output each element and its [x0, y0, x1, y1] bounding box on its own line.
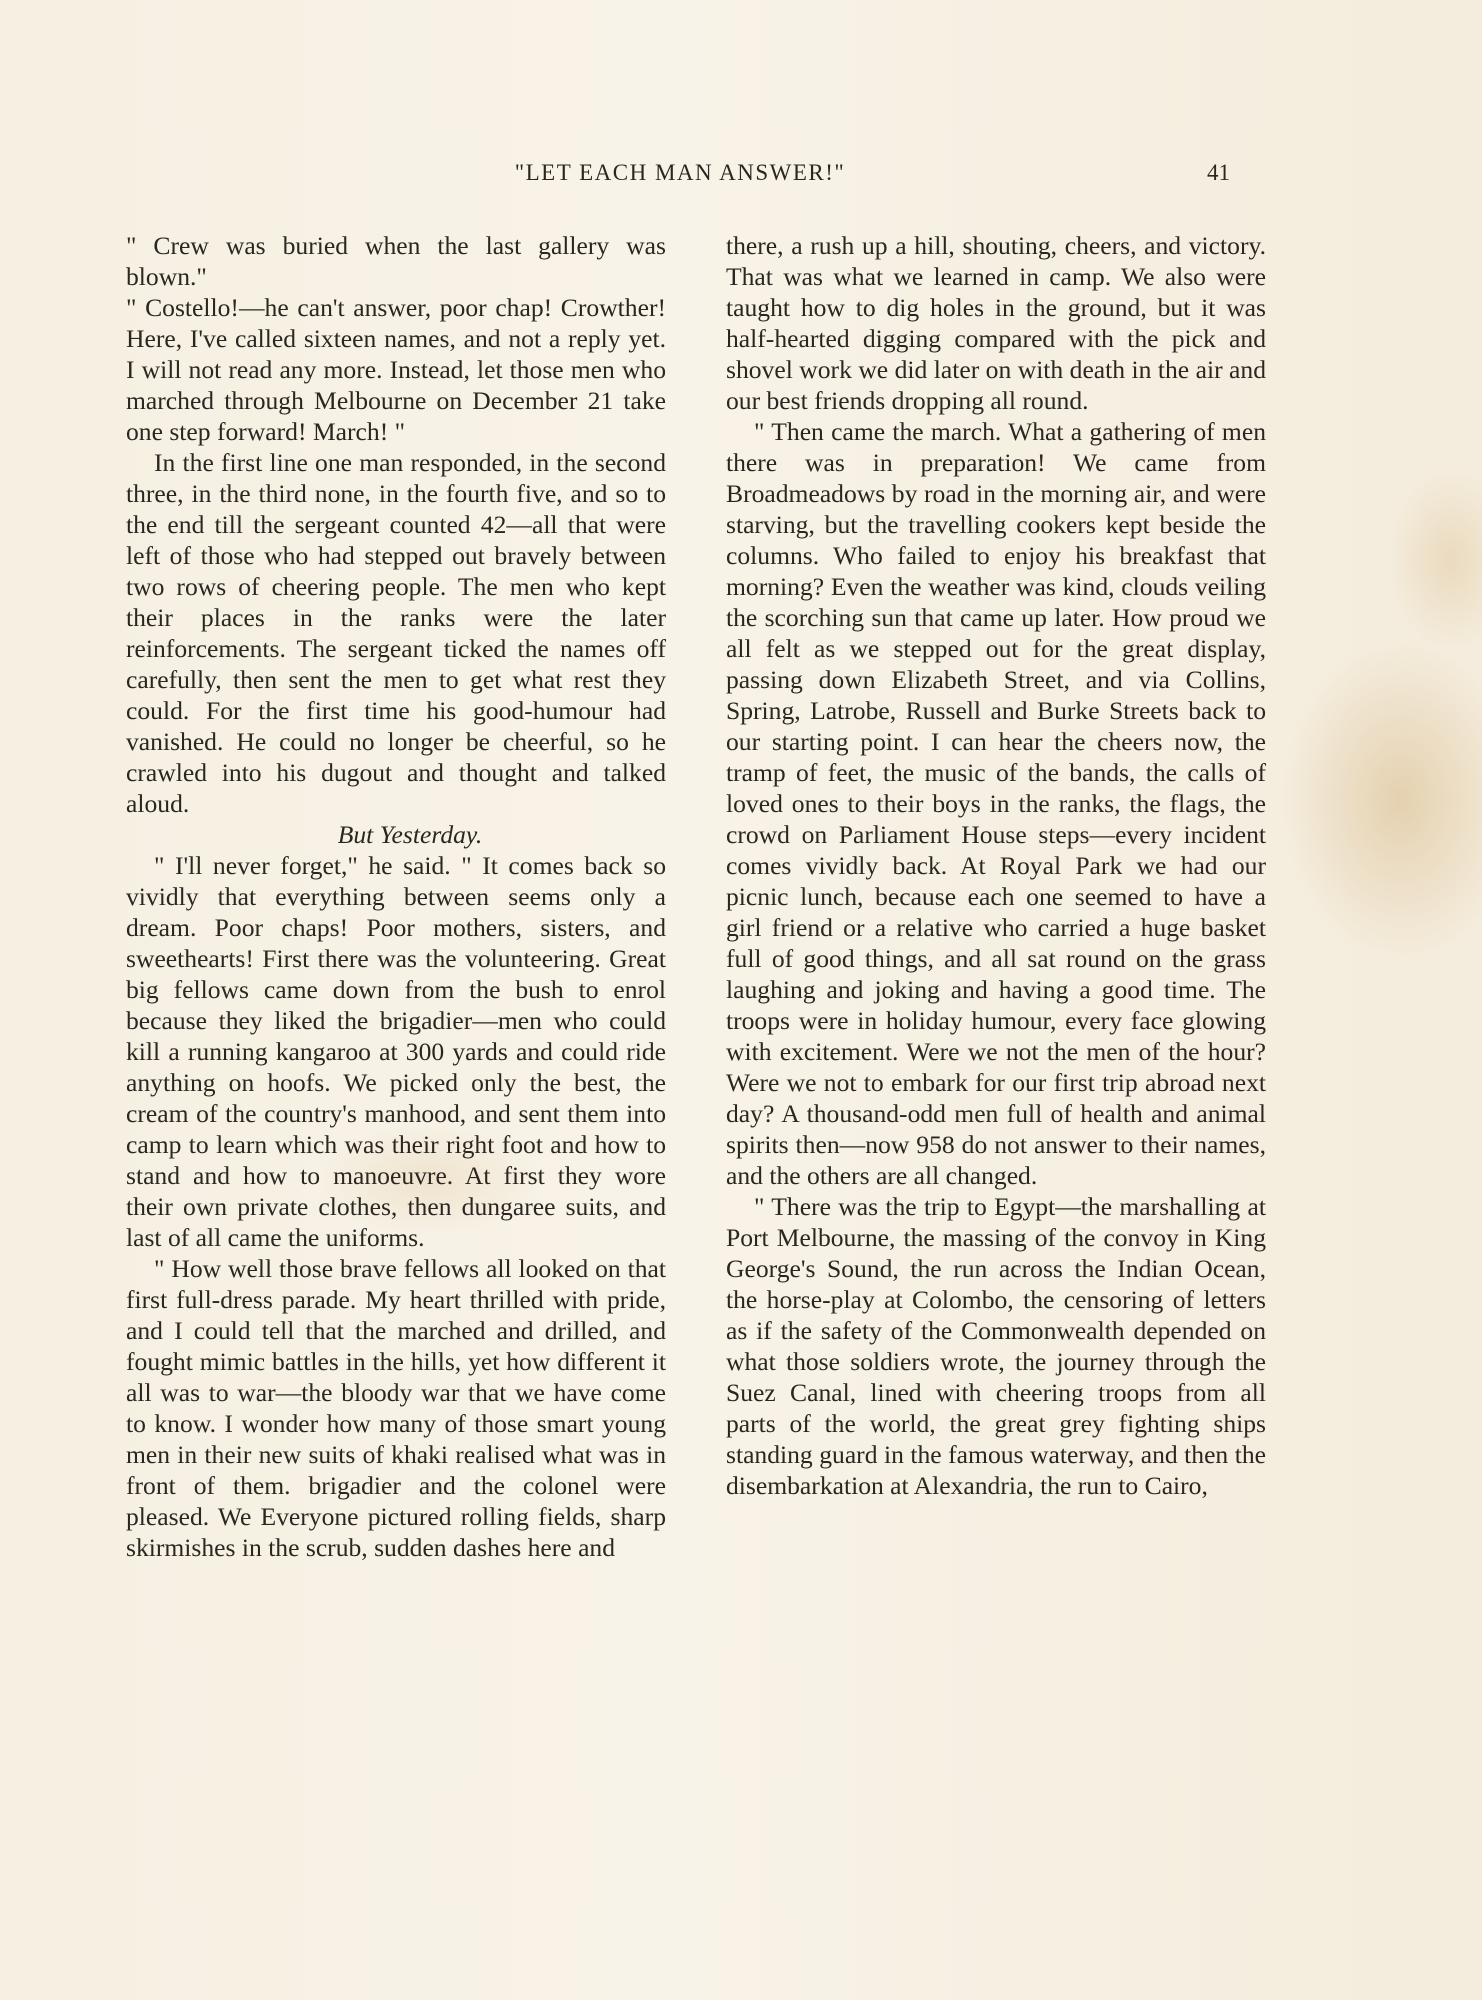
paragraph: " Crew was buried when the last gallery was blown." [126, 231, 666, 291]
paragraph: there, a rush up a hill, shouting, cheers, and victory. That was what we learned in camp. We also were taught how to dig holes in the ground, but it was half-hearted digging compared with the pick and shovel work we did later on with death in the air and our best friends dropping all round. [726, 231, 1266, 415]
left-column [126, 230, 666, 1563]
paragraph: " There was the trip to Egypt—the marshalling at Port Melbourne, the massing of the convoy in King George's Sound, the run across the Indian Ocean, the horse-play at Colombo, the censoring of letters as if the safety of the Commonwealth depended on what those soldiers wrote, the journey through the Suez Canal, lined with cheering troops from all parts of the world, the great grey fighting ships standing guard in the famous waterway, and then the disembarkation at Alexandria, the run to Cairo, [726, 1192, 1266, 1500]
paragraph: " How well those brave fellows all looked on that first full-dress parade. My heart thrilled with pride, and I could tell that the marched and drilled, and fought mimic battles in the hills, yet how different it all was to war—the bloody war that we have come to know. I wonder how many of those smart young men in their new suits of khaki realised what was in front of them. brigadier and the colonel were pleased. We Everyone pictured rolling fields, sharp skirmishes in the scrub, sudden dashes here and [126, 1254, 666, 1562]
section-subheading: But Yesterday. [337, 820, 483, 849]
paragraph: In the first line one man responded, in the second three, in the third none, in the fourth five, and so to the end till the sergeant counted 42—all that were left of those who had stepped out bravely between two rows of cheering people. The men who kept their places in the ranks were the later reinforcements. The sergeant ticked the names off carefully, then sent the men to get what rest they could. For the first time his good-humour had vanished. He could no longer be cheerful, so he crawled into his dugout and thought and talked aloud. [126, 448, 666, 818]
page-number: 41 [1207, 160, 1230, 185]
page-header [130, 160, 1230, 200]
running-head: "LET EACH MAN ANSWER!" [514, 160, 846, 185]
right-column [726, 230, 1266, 1501]
paragraph: " I'll never forget," he said. " It comes back so vividly that everything between seems only a dream. Poor chaps! Poor mothers, sisters, and sweethearts! First there was the volunteering. Great big fellows came down from the bush to enrol because they liked the brigadier—men who could kill a running kangaroo at 300 yards and could ride anything on hoofs. We picked only the best, the cream of the country's manhood, and sent them into camp to learn which was their right foot and how to stand and how to manoeuvre. At first they wore their own private clothes, then dungaree suits, and last of all came the uniforms. [126, 851, 666, 1252]
paragraph: " Then came the march. What a gathering of men there was in preparation! We came from Broadmeadows by road in the morning air, and were starving, but the travelling cookers kept beside the columns. Who failed to enjoy his breakfast that morning? Even the weather was kind, clouds veiling the scorching sun that came up later. How proud we all felt as we stepped out for the great display, passing down Elizabeth Street, and via Collins, Spring, Latrobe, Russell and Burke Streets back to our starting point. I can hear the cheers now, the tramp of feet, the music of the bands, the calls of loved ones to their boys in the ranks, the flags, the crowd on Parliament House steps—every incident comes vividly back. At Royal Park we had our picnic lunch, because each one seemed to have a girl friend or a relative who carried a huge basket full of good things, and all sat round on the grass laughing and joking and having a good time. The troops were in holiday humour, every face glowing with excitement. Were we not the men of the hour? Were we not to embark for our first trip abroad next day? A thousand-odd men full of health and animal spirits then—now 958 do not answer to their names, and the others are all changed. [726, 417, 1266, 1190]
paragraph: " Costello!—he can't answer, poor chap! Crowther! Here, I've called sixteen names, and not a reply yet. I will not read any more. Instead, let those men who marched through Melbourne on December 21 take one step forward! March! " [126, 293, 666, 446]
